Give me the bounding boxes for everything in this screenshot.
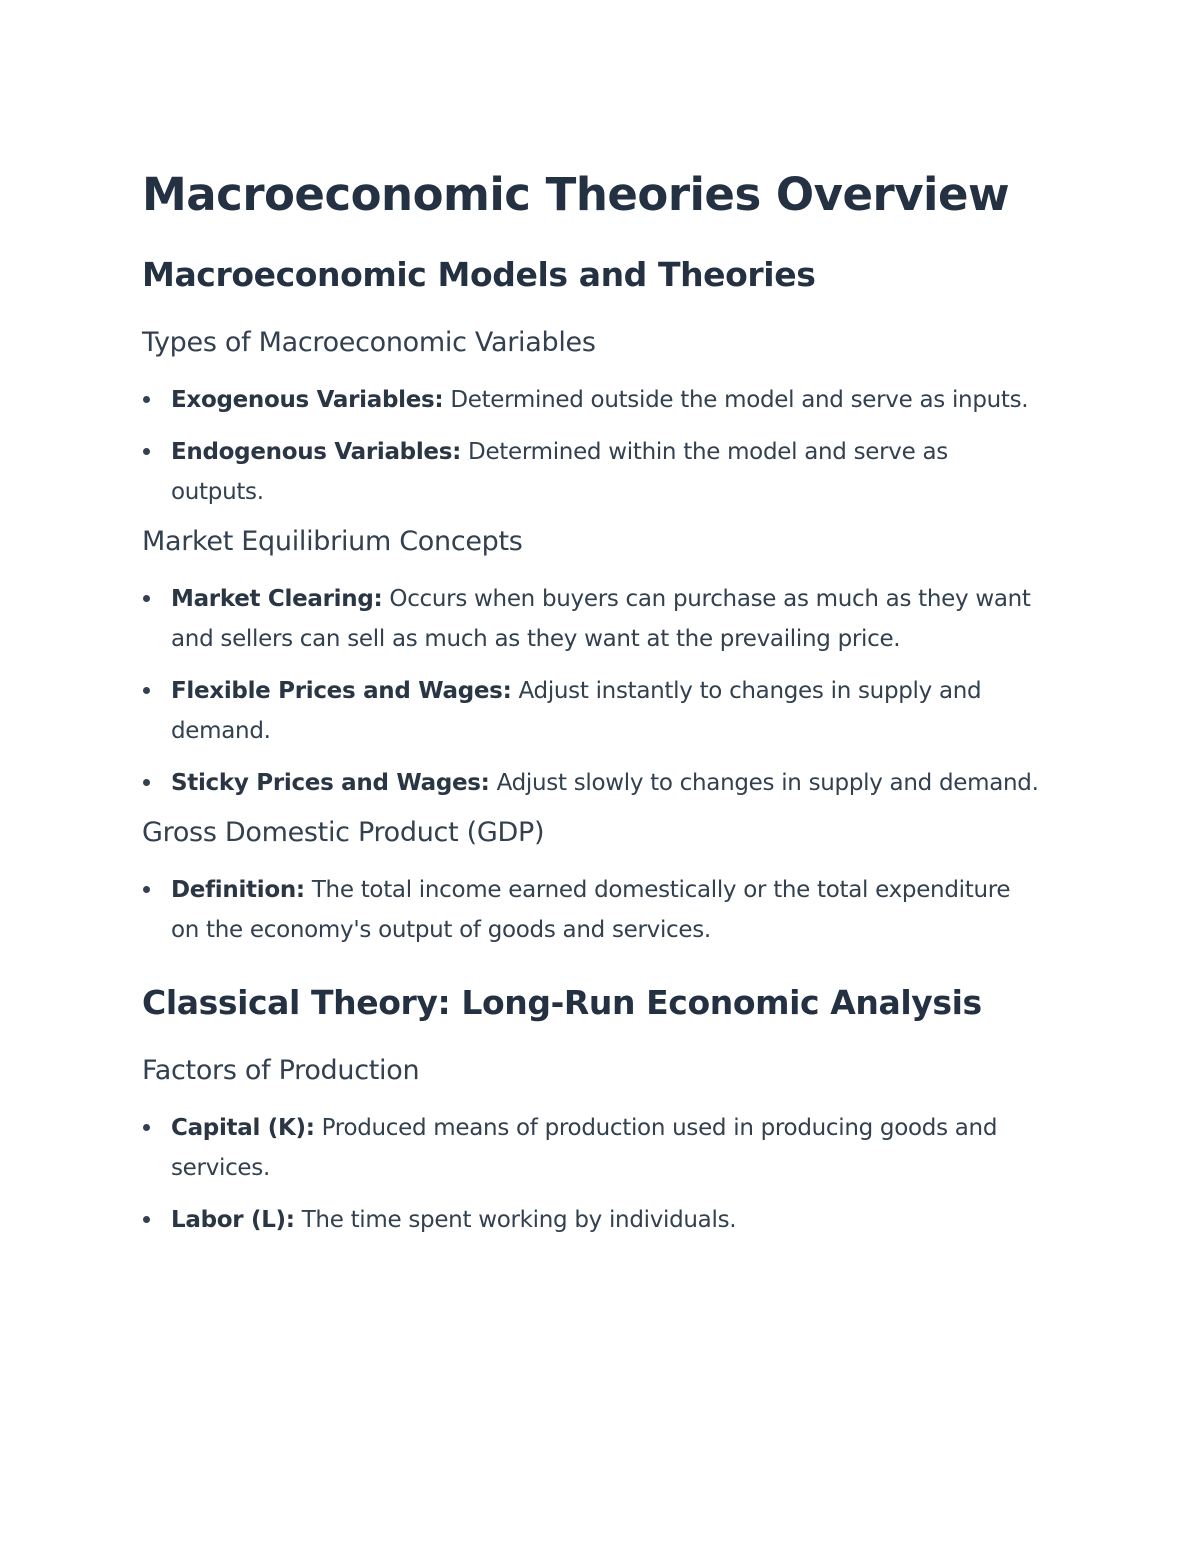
list-item — [142, 1108, 1042, 1188]
definition: Occurs when buyers can purchase as much as they want and sellers can sell as much as they want at the prevailing price. — [171, 586, 1031, 652]
definition: The time spent working by individuals. — [301, 1207, 737, 1233]
subsection-heading-variables: Types of Macroeconomic Variables — [142, 327, 596, 358]
section-heading-classical: Classical Theory: Long-Run Economic Analysis — [142, 983, 982, 1022]
definition: The total income earned domestically or the total expenditure on the economy's output of goods and services. — [171, 877, 1011, 943]
term: Definition: — [171, 877, 305, 903]
list-gdp — [142, 870, 1042, 950]
subsection-heading-gdp: Gross Domestic Product (GDP) — [142, 817, 545, 848]
definition: Adjust slowly to changes in supply and demand. — [496, 770, 1039, 796]
list-item — [142, 579, 1042, 659]
document-page — [142, 168, 1042, 1240]
list-factors — [142, 1108, 1042, 1240]
bullet-icon — [143, 886, 150, 893]
bullet-icon — [143, 396, 150, 403]
term: Flexible Prices and Wages: — [171, 678, 512, 704]
subsection-heading-factors: Factors of Production — [142, 1055, 420, 1086]
list-item — [142, 671, 1042, 751]
term: Endogenous Variables: — [171, 439, 462, 465]
page-title: Macroeconomic Theories Overview — [142, 168, 1010, 221]
bullet-icon — [143, 448, 150, 455]
term: Capital (K): — [171, 1115, 315, 1141]
list-equilibrium — [142, 579, 1042, 803]
term: Sticky Prices and Wages: — [171, 770, 490, 796]
definition: Determined within the model and serve as outputs. — [171, 439, 948, 505]
term: Exogenous Variables: — [171, 387, 444, 413]
definition: Determined outside the model and serve as inputs. — [450, 387, 1029, 413]
list-variables — [142, 380, 1042, 512]
bullet-icon — [143, 1216, 150, 1223]
bullet-icon — [143, 779, 150, 786]
subsection-heading-equilibrium: Market Equilibrium Concepts — [142, 526, 523, 557]
list-item — [142, 380, 1042, 420]
list-item — [142, 1200, 1042, 1240]
bullet-icon — [143, 687, 150, 694]
term: Labor (L): — [171, 1207, 295, 1233]
list-item — [142, 870, 1042, 950]
definition: Produced means of production used in producing goods and services. — [171, 1115, 998, 1181]
list-item — [142, 763, 1042, 803]
bullet-icon — [143, 595, 150, 602]
bullet-icon — [143, 1124, 150, 1131]
section-heading-models: Macroeconomic Models and Theories — [142, 255, 816, 294]
list-item — [142, 432, 1042, 512]
definition: Adjust instantly to changes in supply and demand. — [171, 678, 982, 744]
term: Market Clearing: — [171, 586, 383, 612]
